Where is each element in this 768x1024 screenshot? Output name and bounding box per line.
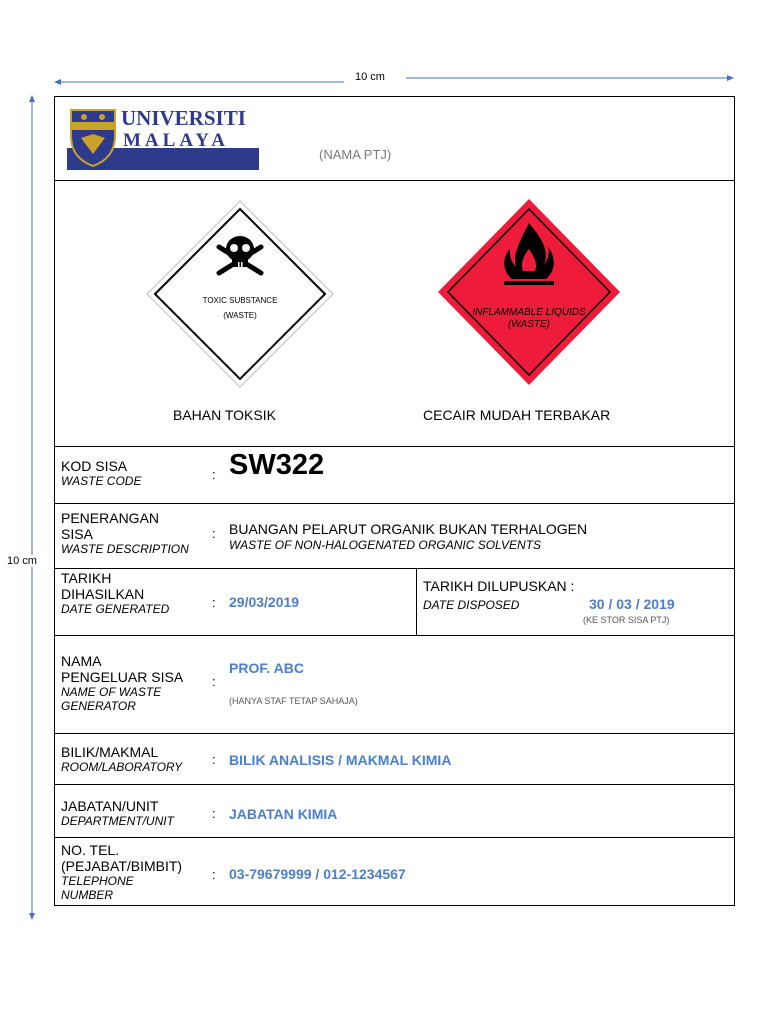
generator-value: PROF. ABC [229,660,304,676]
disposed-note: (KE STOR SISA PTJ) [583,615,670,625]
height-dimension-arrow [22,95,42,920]
ptj-name-placeholder: (NAMA PTJ) [319,147,392,162]
logo-line2: MALAYA [123,130,230,151]
waste-code-row [55,447,734,504]
department-colon: : [212,806,216,821]
room-label-ms: BILIK/MAKMAL [61,744,159,760]
telephone-row [55,838,734,907]
generator-label-en-1: NAME OF WASTE [61,685,162,699]
disposed-label-ms: TARIKH DILUPUSKAN : [423,578,575,594]
telephone-label-en-2: NUMBER [61,888,114,902]
telephone-value: 03-79679999 / 012-1234567 [229,866,406,882]
toxic-diamond-text1: TOXIC SUBSTANCE [202,296,278,305]
hazard-symbols-row [55,181,734,447]
generator-label-ms-2: PENGELUAR SISA [61,669,184,685]
waste-code-label-ms: KOD SISA [61,458,128,474]
width-dimension-label: 10 cm [352,71,388,83]
description-label-en: WASTE DESCRIPTION [61,542,189,556]
waste-label-card [54,96,735,906]
room-label-en: ROOM/LABORATORY [61,760,183,774]
width-dimension-arrow [54,70,734,90]
waste-description-row [55,504,734,569]
generated-label-en: DATE GENERATED [61,602,170,616]
generated-label-ms-2: DIHASILKAN [61,586,145,602]
room-value: BILIK ANALISIS / MAKMAL KIMIA [229,752,452,768]
department-label-ms: JABATAN/UNIT [61,798,159,814]
generator-note: (HANYA STAF TETAP SAHAJA) [229,696,358,706]
toxic-diamond-text2: (WASTE) [223,311,257,320]
description-value-ms: BUANGAN PELARUT ORGANIK BUKAN TERHALOGEN [229,521,588,537]
telephone-label-ms-1: NO. TEL. [61,842,120,858]
description-colon: : [212,526,216,541]
toxic-diamond [145,199,335,389]
dates-row [55,569,734,636]
height-dimension-label: 10 cm [4,555,40,567]
flammable-caption: CECAIR MUDAH TERBAKAR [423,407,611,423]
waste-code-colon: : [212,467,216,482]
label-header [55,97,734,181]
generator-label-en-2: GENERATOR [61,699,136,713]
flammable-diamond-text2: (WASTE) [507,319,551,330]
flammable-diamond [436,197,622,387]
disposed-label-en: DATE DISPOSED [423,598,520,612]
logo-line1: UNIVERSITI [121,106,246,130]
generator-colon: : [212,674,216,689]
generator-row [55,636,734,734]
room-colon: : [212,752,216,767]
university-logo [67,104,259,170]
department-label-en: DEPARTMENT/UNIT [61,814,174,828]
generated-colon: : [212,595,216,610]
waste-code-value: SW322 [229,449,325,481]
flammable-diamond-text1: INFLAMMABLE LIQUIDS [472,307,586,318]
telephone-colon: : [212,867,216,882]
telephone-label-ms-2: (PEJABAT/BIMBIT) [61,858,183,874]
department-row [55,785,734,838]
date-disposed-value: 30 / 03 / 2019 [589,596,675,612]
date-generated-value: 29/03/2019 [229,594,300,610]
generator-label-ms-1: NAMA [61,653,102,669]
description-label-ms-2: SISA [61,526,93,542]
dates-divider [416,569,417,635]
toxic-caption: BAHAN TOKSIK [173,407,276,423]
generated-label-ms-1: TARIKH [61,570,112,586]
room-row [55,734,734,785]
waste-code-label-en: WASTE CODE [61,474,142,488]
telephone-label-en-1: TELEPHONE [61,874,134,888]
department-value: JABATAN KIMIA [229,806,338,822]
description-value-en: WASTE OF NON-HALOGENATED ORGANIC SOLVENTS [229,538,542,552]
description-label-ms-1: PENERANGAN [61,510,160,526]
